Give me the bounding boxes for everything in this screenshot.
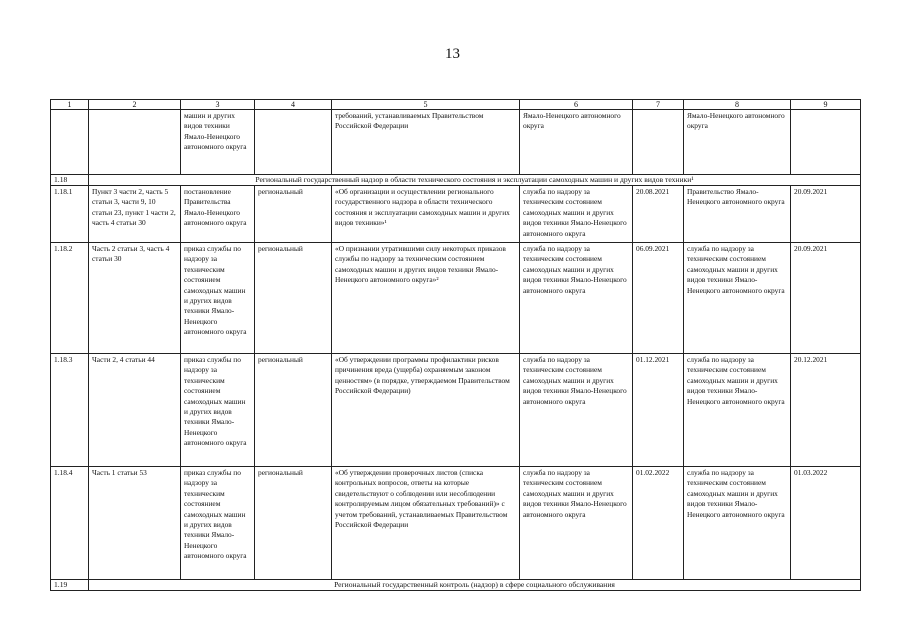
basis-cell: Часть 2 статьи 3, часть 4 статьи 30	[89, 243, 181, 354]
adopter-cell: служба по надзору за техническим состоянием самоходных машин и других видов техники Ямало-Ненецкого автономного округа	[684, 467, 791, 580]
act-title-cell: «Об организации и осуществлении регионального государственного надзора в области технического состояния и эксплуатации самоходных машин и других видов техники»¹	[332, 186, 520, 243]
row-number: 1.18.1	[51, 186, 89, 243]
section-title: Региональный государственный контроль (надзор) в сфере социального обслуживания	[89, 580, 861, 591]
act-type-cell: приказ службы по надзору за техническим состоянием самоходных машин и других видов техники Ямало-Ненецкого автономного округа	[181, 354, 255, 467]
table-cell: Ямало-Ненецкого автономного округа	[684, 110, 791, 175]
table-cell: машин и других видов техники Ямало-Ненецкого автономного округа	[181, 110, 255, 175]
developer-cell: служба по надзору за техническим состоянием самоходных машин и других видов техники Ямало-Ненецкого автономного округа	[520, 186, 633, 243]
column-header: 1	[51, 100, 89, 110]
level-cell: региональный	[255, 186, 332, 243]
row-number: 1.18.4	[51, 467, 89, 580]
level-cell: региональный	[255, 354, 332, 467]
column-header: 2	[89, 100, 181, 110]
date-cell: 20.09.2021	[791, 186, 861, 243]
table-cell	[255, 110, 332, 175]
date-cell: 06.09.2021	[633, 243, 684, 354]
table-row	[51, 467, 861, 580]
adopter-cell: Правительство Ямало-Ненецкого автономного округа	[684, 186, 791, 243]
row-number: 1.18.2	[51, 243, 89, 354]
column-header: 6	[520, 100, 633, 110]
adopter-cell: служба по надзору за техническим состоянием самоходных машин и других видов техники Ямало-Ненецкого автономного округа	[684, 354, 791, 467]
basis-cell: Пункт 3 части 2, часть 5 статьи 3, части 9, 10 статьи 23, пункт 1 части 2, часть 4 статьи 30	[89, 186, 181, 243]
continuation-row	[51, 110, 861, 175]
section-row	[51, 175, 861, 186]
developer-cell: служба по надзору за техническим состоянием самоходных машин и других видов техники Ямало-Ненецкого автономного округа	[520, 243, 633, 354]
act-type-cell: приказ службы по надзору за техническим состоянием самоходных машин и других видов техники Ямало-Ненецкого автономного округа	[181, 467, 255, 580]
date-cell: 01.02.2022	[633, 467, 684, 580]
section-number: 1.18	[51, 175, 89, 186]
row-number: 1.18.3	[51, 354, 89, 467]
table-row	[51, 186, 861, 243]
column-header: 4	[255, 100, 332, 110]
legal-acts-table	[50, 99, 861, 591]
adopter-cell: служба по надзору за техническим состоянием самоходных машин и других видов техники Ямало-Ненецкого автономного округа	[684, 243, 791, 354]
section-number: 1.19	[51, 580, 89, 591]
column-header: 3	[181, 100, 255, 110]
level-cell: региональный	[255, 467, 332, 580]
column-header: 9	[791, 100, 861, 110]
column-header-row	[51, 100, 861, 110]
date-cell: 01.03.2022	[791, 467, 861, 580]
basis-cell: Части 2, 4 статьи 44	[89, 354, 181, 467]
column-header: 8	[684, 100, 791, 110]
developer-cell: служба по надзору за техническим состоянием самоходных машин и других видов техники Ямало-Ненецкого автономного округа	[520, 467, 633, 580]
page-number: 13	[445, 46, 460, 62]
act-title-cell: «Об утверждении проверочных листов (списка контрольных вопросов, ответы на которые свидетельствуют о соблюдении или несоблюдении контролируемым лицом обязательных требований)» с учетом требований, устанавливаемых Правительством Российской Федерации	[332, 467, 520, 580]
date-cell: 20.08.2021	[633, 186, 684, 243]
act-title-cell: «Об утверждении программы профилактики рисков причинения вреда (ущерба) охраняемым законом ценностям» (в порядке, утверждаемом Правительством Российской Федерации)	[332, 354, 520, 467]
date-cell: 20.09.2021	[791, 243, 861, 354]
column-header: 5	[332, 100, 520, 110]
table-cell	[89, 110, 181, 175]
section-title: Региональный государственный надзор в области технического состояния и эксплуатации самоходных машин и других видов техники¹	[89, 175, 861, 186]
level-cell: региональный	[255, 243, 332, 354]
table-row	[51, 354, 861, 467]
table-cell	[51, 110, 89, 175]
act-type-cell: постановление Правительства Ямало-Ненецкого автономного округа	[181, 186, 255, 243]
date-cell: 20.12.2021	[791, 354, 861, 467]
section-row	[51, 580, 861, 591]
table-row	[51, 243, 861, 354]
basis-cell: Часть 1 статьи 53	[89, 467, 181, 580]
table-cell	[633, 110, 684, 175]
table-cell: Ямало-Ненецкого автономного округа	[520, 110, 633, 175]
date-cell: 01.12.2021	[633, 354, 684, 467]
table-cell	[791, 110, 861, 175]
act-title-cell: «О признании утратившими силу некоторых приказов службы по надзору за техническим состоянием самоходных машин и других видов техники Ямало-Ненецкого автономного округа»²	[332, 243, 520, 354]
table-cell: требований, устанавливаемых Правительством Российской Федерации	[332, 110, 520, 175]
column-header: 7	[633, 100, 684, 110]
developer-cell: служба по надзору за техническим состоянием самоходных машин и других видов техники Ямало-Ненецкого автономного округа	[520, 354, 633, 467]
act-type-cell: приказ службы по надзору за техническим состоянием самоходных машин и других видов техники Ямало-Ненецкого автономного округа	[181, 243, 255, 354]
